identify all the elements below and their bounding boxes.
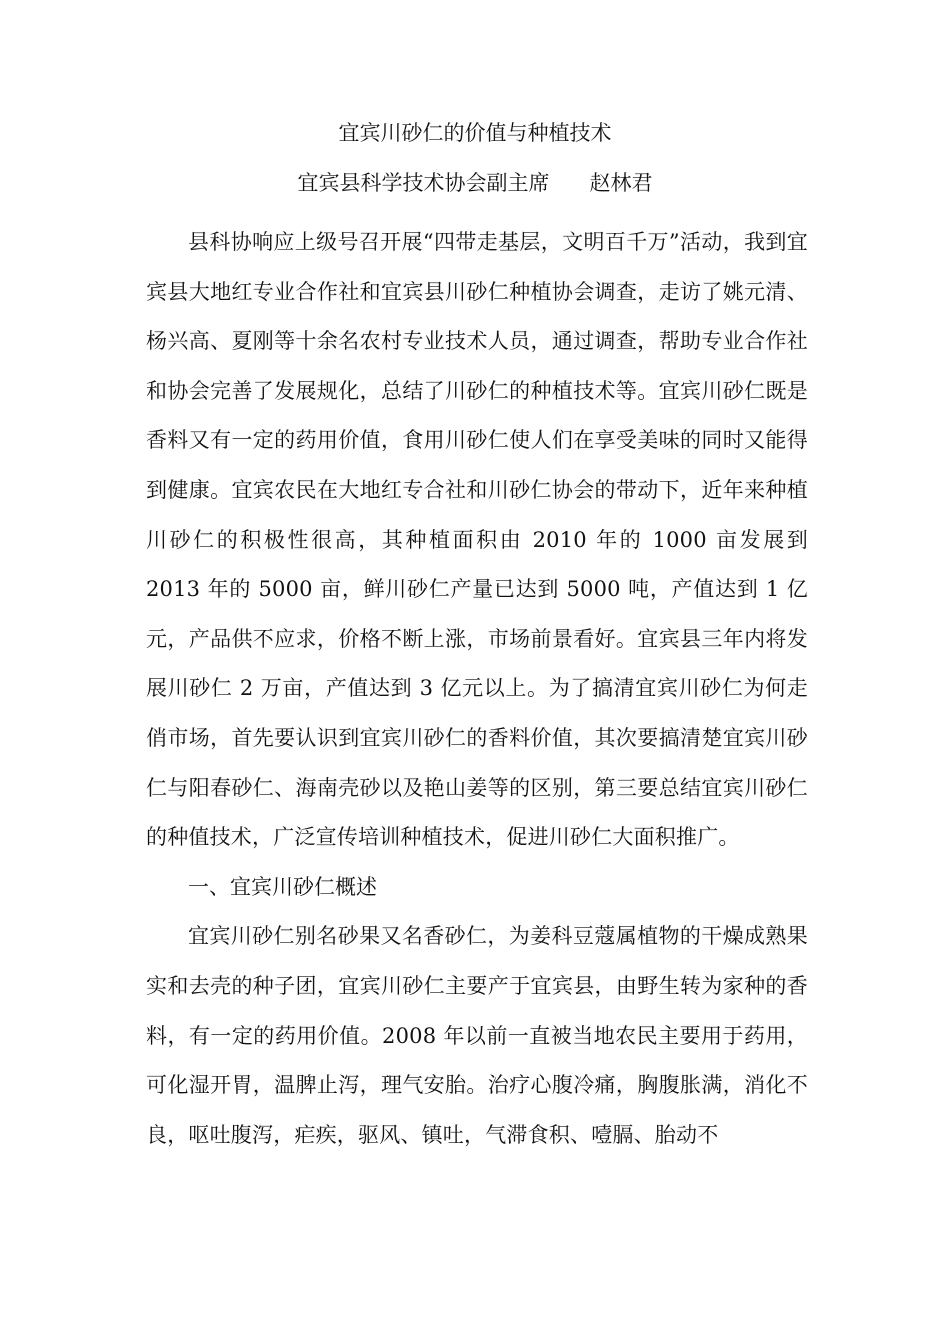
author-name: 赵林君 [589,171,653,195]
byline [0,168,950,198]
section-paragraph: 宜宾川砂仁别名砂果又名香砂仁，为姜科豆蔻属植物的干燥成熟果实和去壳的种子团，宜宾川砂仁主要产于宜宾县，由野生转为家种的香料，有一定的药用价值。2008 年以前一直被当地农民主要用于药用，可化湿开胃，温脾止泻，理气安胎。治疗心腹冷痛，胸腹胀满，消化不良，呕吐腹泻，疟疾，驱风、镇吐，气滞食积、噎膈、胎动不 [146,924,808,1147]
document-body [146,218,808,1160]
author-affiliation: 宜宾县科学技术协会副主席 [297,171,550,195]
document-title: 宜宾川砂仁的价值与种植技术 [338,121,612,145]
section-heading: 一、宜宾川砂仁概述 [188,874,377,899]
intro-paragraph: 县科协响应上级号召开展“四带走基层，文明百千万”活动，我到宜宾县大地红专业合作社和宜宾县川砂仁种植协会调查，走访了姚元清、杨兴高、夏刚等十余名农村专业技术人员，通过调查，帮助专业合作社和协会完善了发展规化，总结了川砂仁的种植技术等。宜宾川砂仁既是香料又有一定的药用价值，食用川砂仁使人们在享受美味的同时又能得到健康。宜宾农民在大地红专合社和川砂仁协会的带动下，近年来种植川砂仁的积极性很高，其种植面积由 2010 年的 1000 亩发展到 2013 年的 5000 亩，鲜川砂仁产量已达到 5000 吨，产值达到 1 亿元，产品供不应求，价格不断上涨，市场前景看好。宜宾县三年内将发展川砂仁 2 万亩，产值达到 3 亿元以上。为了搞清宜宾川砂仁为何走俏市场，首先要认识到宜宾川砂仁的香料价值，其次要搞清楚宜宾川砂仁与阳春砂仁、海南壳砂以及艳山姜等的区别，第三要总结宜宾川砂仁的种值技术，广泛宣传培训种植技术，促进川砂仁大面积推广。 [146,230,808,850]
